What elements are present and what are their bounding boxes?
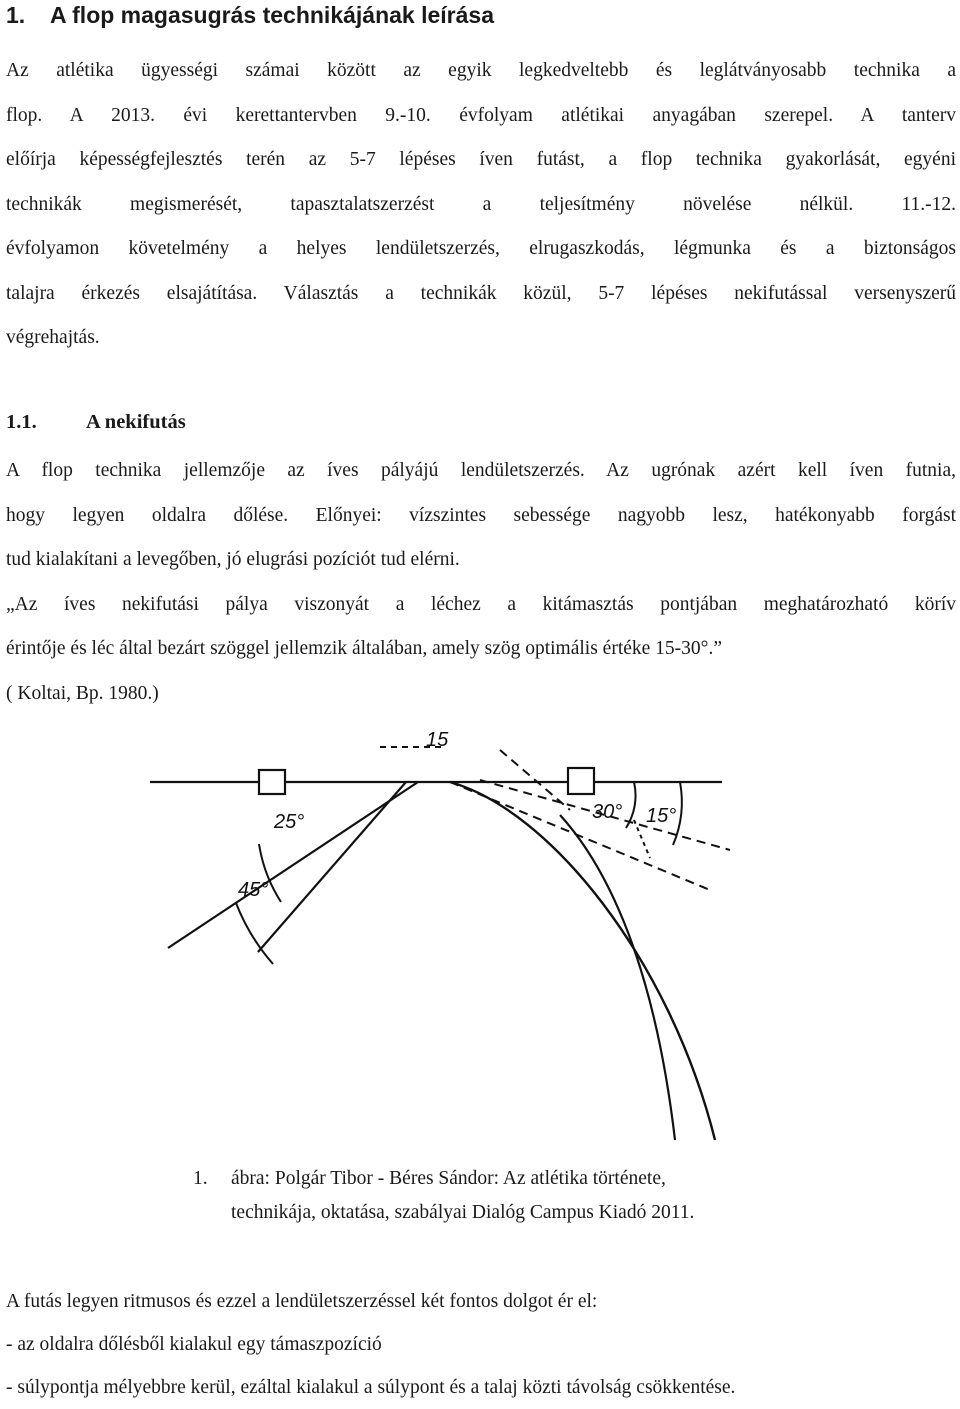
paragraph-line: flop. A 2013. évi kerettantervben 9.-10. évfolyam atlétikai anyagában szerepel. A tanterv: [6, 104, 956, 126]
paragraph-line: végrehajtás.: [6, 327, 100, 348]
label-25: 25°: [274, 811, 305, 833]
intro-paragraph: [6, 49, 956, 361]
section-number: 1.: [6, 2, 26, 28]
nekifutas-paragraph: [6, 449, 956, 716]
caption-line-1: ábra: Polgár Tibor - Béres Sándor: Az atlétika története,: [231, 1168, 666, 1189]
angle-arc-45: [236, 903, 273, 964]
label-45: 45°: [238, 879, 269, 901]
left-standard: [259, 770, 285, 794]
paragraph-line: A flop technika jellemzője az íves pályájú lendületszerzés. Az ugrónak azért kell íven futnia,: [6, 460, 956, 481]
paragraph-line: évfolyamon követelmény a helyes lendületszerzés, elrugaszkodás, légmunka és a biztonságos: [6, 238, 956, 259]
subsection-number: 1.1.: [6, 411, 37, 433]
approach-line-25: [258, 782, 406, 952]
paragraph-line: technikák megismerését, tapasztalatszerzést a teljesítmény növelése nélkül. 11.-12.: [6, 193, 956, 215]
paragraph-line: előírja képességfejlesztés terén az 5-7 lépéses íven futást, a flop technika gyakorlását, egyéni: [6, 149, 956, 170]
paragraph-line: Az atlétika ügyességi számai között az egyik legkedveltebb és leglátványosabb technika a: [6, 60, 956, 81]
paragraph-line: hogy legyen oldalra dőlése. Előnyei: vízszintes sebessége nagyobb lesz, hatékonyabb forgást: [6, 504, 956, 526]
caption-line-2: technikája, oktatása, szabályai Dialóg Campus Kiadó 2011.: [231, 1202, 695, 1223]
caption-number: 1.: [193, 1168, 208, 1189]
label-30: 30°: [592, 801, 623, 823]
bottom-paragraph: [6, 1280, 735, 1409]
approach-angle-figure: [150, 730, 750, 1150]
tangent-dashed-3: [500, 750, 570, 810]
section-heading: [6, 2, 494, 29]
right-standard: [568, 768, 594, 794]
approach-curve-inner: [560, 815, 675, 1140]
label-15-right: 15°: [646, 805, 677, 827]
figure-caption: [193, 1162, 694, 1230]
label-15-top: 15: [426, 730, 449, 751]
subsection-title: A nekifutás: [86, 411, 186, 433]
section-title: A flop magasugrás technikájának leírása: [50, 2, 494, 28]
paragraph-line: A futás legyen ritmusos és ezzel a lendületszerzéssel két fontos dolgot ér el:: [6, 1291, 598, 1312]
citation-line: ( Koltai, Bp. 1980.): [6, 682, 159, 704]
list-item: - az oldalra dőlésből kialakul egy támaszpozíció: [6, 1334, 382, 1355]
quote-line: „Az íves nekifutási pálya viszonyát a léchez a kitámasztás pontjában meghatározható körív: [6, 593, 956, 615]
approach-line-45: [168, 782, 418, 948]
list-item: - súlypontja mélyebbre kerül, ezáltal kialakul a súlypont és a talaj közti távolság csökkentése.: [6, 1377, 736, 1398]
quote-line: érintője és léc által bezárt szöggel jellemzik általában, amely szög optimális értéke 15-30°.”: [6, 638, 723, 659]
subsection-heading: [6, 411, 186, 434]
paragraph-line: tud kialakítani a levegőben, jó elugrási pozíciót tud elérni.: [6, 549, 460, 570]
paragraph-line: talajra érkezés elsajátítása. Választás a technikák közül, 5-7 lépéses nekifutással versenyszerű: [6, 282, 956, 304]
